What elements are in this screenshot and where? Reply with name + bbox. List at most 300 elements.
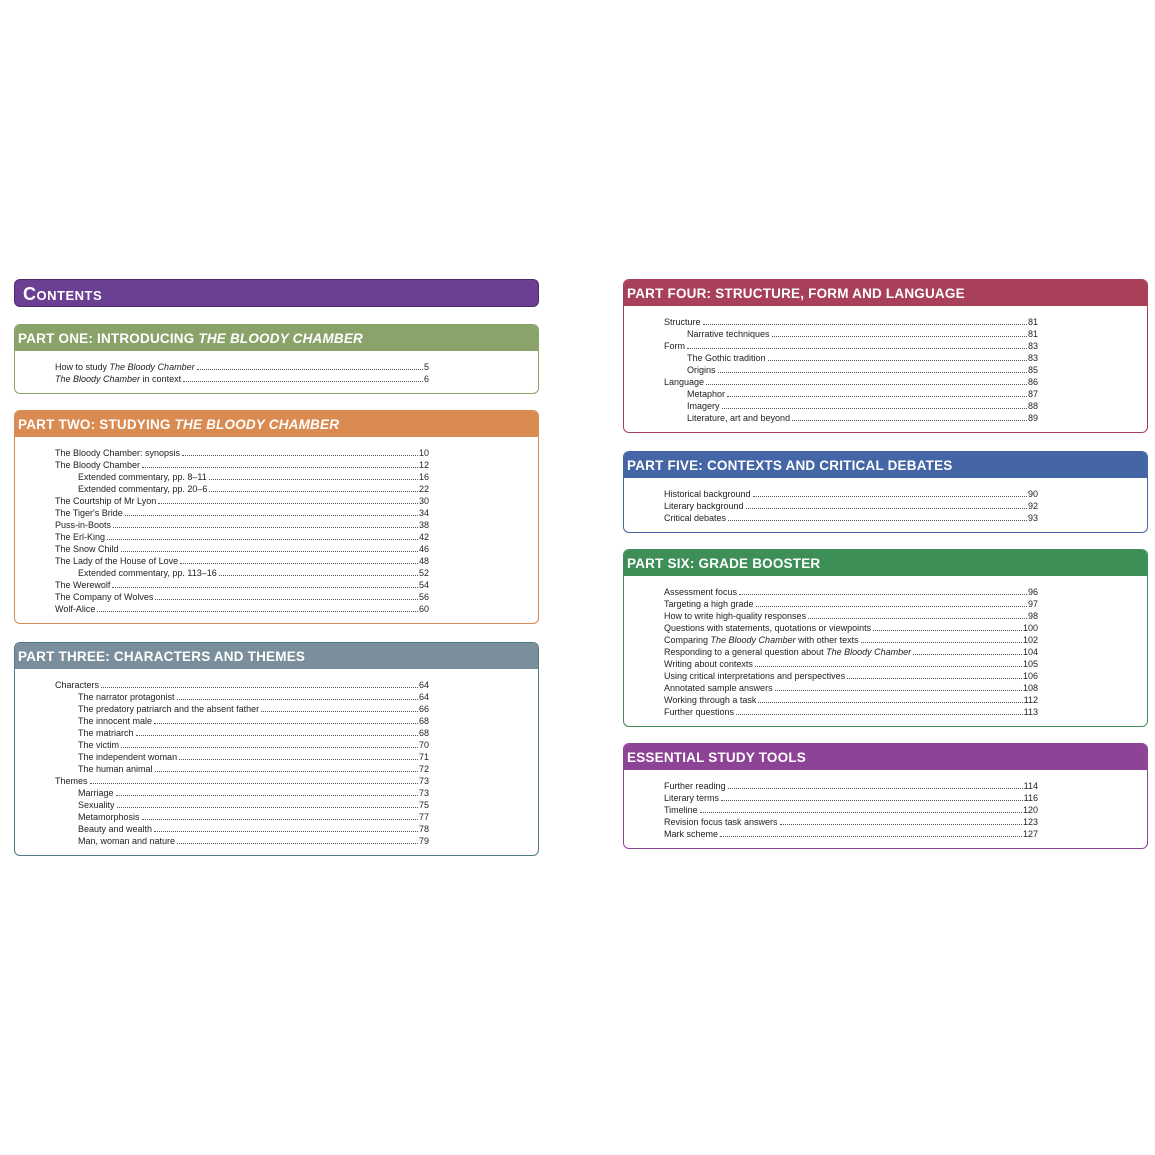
toc-entry[interactable] [55,703,429,715]
toc-entry-page: 85 [1027,365,1038,375]
dot-leader [687,348,1027,349]
toc-entry-label-text: Questions with statements, quotations or viewpoints [664,623,872,633]
toc-entry-label [664,586,737,598]
section-header-part-four [624,280,1147,306]
toc-entry-label-text: The Tiger's Bride [55,508,123,518]
toc-entry-page: 81 [1027,329,1038,339]
toc-entry[interactable] [55,739,429,751]
toc-entry-page: 60 [418,604,429,614]
dot-leader [758,702,1022,703]
toc-entry-page: 108 [1022,683,1038,693]
toc-entry-label-text: with other texts [795,635,859,645]
toc-entry[interactable] [664,586,1038,598]
toc-entry-page: 73 [418,788,429,798]
section-part-three [14,642,539,856]
toc-entry-label-text: The Werewolf [55,580,111,590]
toc-entry-page: 68 [418,728,429,738]
toc-entry-label [687,364,716,376]
toc-entry-label [687,400,720,412]
toc-entry-label [55,775,88,787]
toc-entry[interactable] [55,555,429,567]
toc-entry[interactable] [55,447,429,459]
toc-entry-label-text: The narrator protagonist [78,692,175,702]
toc-entry[interactable] [55,543,429,555]
toc-entry[interactable] [664,400,1038,412]
toc-entry-label-text: The Bloody Chamber [55,460,141,470]
toc-entry-label [55,507,123,519]
toc-entry-page: 54 [418,580,429,590]
toc-entry-label-text: Further questions [664,707,735,717]
toc-entry-page: 92 [1027,501,1038,511]
dot-leader [90,783,418,784]
dot-leader [746,508,1027,509]
toc-entry-label-text: Further reading [664,781,726,791]
toc-entry[interactable] [55,799,429,811]
dot-leader [775,690,1022,691]
dot-leader [261,711,418,712]
toc-entry-label [664,658,753,670]
toc-entry-page: 64 [418,692,429,702]
toc-entry-label-text: The predatory patriarch and the absent father [78,704,260,714]
toc-entry[interactable] [55,835,429,847]
toc-entry-label [664,340,685,352]
toc-entry[interactable] [55,471,429,483]
dot-leader [177,843,418,844]
toc-entry-label-text: Historical background [664,489,751,499]
toc-entry-page: 87 [1027,389,1038,399]
toc-entry-page: 86 [1027,377,1038,387]
toc-entry-label [55,591,153,603]
dot-leader [768,360,1027,361]
toc-entry[interactable] [664,780,1038,792]
section-title-text: PART ONE: INTRODUCING [18,331,199,346]
toc-entry-page: 112 [1023,695,1038,705]
toc-entry-label [78,691,175,703]
dot-leader [703,324,1027,325]
toc-entry-page: 89 [1027,413,1038,423]
toc-entry-label [664,646,911,658]
section-title-text: PART TWO: STUDYING [18,417,175,432]
dot-leader [913,654,1022,655]
toc-entry-label [78,799,115,811]
toc-entry[interactable] [664,512,1038,524]
toc-entry[interactable] [664,598,1038,610]
toc-entry-label-text: The Bloody Chamber [109,362,195,372]
toc-entry[interactable] [55,361,429,373]
toc-entry-label-text: Literature, art and beyond [687,413,791,423]
toc-entry[interactable] [664,634,1038,646]
toc-entry[interactable] [55,591,429,603]
toc-entry-label [55,603,95,615]
toc-entry-label-text: Timeline [664,805,698,815]
section-header-part-six [624,550,1147,576]
toc-entry-label-text: Man, woman and nature [78,836,176,846]
dot-leader [121,551,418,552]
toc-entry-label [55,579,110,591]
toc-entry-label-text: How to study [55,362,110,372]
toc-entry-page: 100 [1022,623,1038,633]
toc-entry-label [78,727,134,739]
section-header-part-five [624,452,1147,478]
toc-entry-label-text: The victim [78,740,120,750]
toc-entry[interactable] [664,376,1038,388]
toc-entry-page: 73 [418,776,429,786]
toc-entry[interactable] [664,364,1038,376]
toc-entry-label [664,682,773,694]
toc-entry[interactable] [664,706,1038,718]
right-sections [623,279,1148,849]
toc-entry-label [687,352,766,364]
toc-entry-page: 120 [1022,805,1038,815]
toc-entry[interactable] [55,727,429,739]
dot-leader [154,723,418,724]
entry-list [15,669,538,855]
toc-entry-page: 127 [1022,829,1038,839]
toc-entry[interactable] [55,495,429,507]
toc-entry-page: 46 [418,544,429,554]
toc-entry-label-text: Working through a task [664,695,757,705]
dot-leader [753,496,1027,497]
toc-entry-page: 83 [1027,341,1038,351]
entry-list [15,351,538,393]
toc-entry-label [55,543,119,555]
toc-entry[interactable] [664,658,1038,670]
dot-leader [727,396,1027,397]
toc-entry-label-text: Form [664,341,685,351]
dot-leader [728,788,1023,789]
section-part-five [623,451,1148,533]
toc-entry[interactable] [664,500,1038,512]
toc-entry-label [55,495,156,507]
toc-entry-label [664,610,806,622]
toc-entry[interactable] [664,792,1038,804]
toc-entry[interactable] [55,823,429,835]
toc-entry-page: 97 [1027,599,1038,609]
toc-entry-label [55,361,195,373]
toc-entry-label [687,412,790,424]
toc-entry-label-text: Extended commentary, pp. 113–16 [78,568,217,578]
toc-entry-page: 68 [418,716,429,726]
toc-entry-label-text: Narrative techniques [687,329,770,339]
toc-entry-label-text: The matriarch [78,728,134,738]
dot-leader [720,836,1022,837]
toc-entry-label [78,751,177,763]
dot-leader [792,420,1027,421]
toc-entry[interactable] [55,531,429,543]
dot-leader [808,618,1027,619]
toc-entry-label [664,780,726,792]
toc-entry-page: 5 [423,362,429,372]
toc-entry-label-text: Literary terms [664,793,720,803]
toc-entry-page: 90 [1027,489,1038,499]
toc-entry[interactable] [664,622,1038,634]
dot-leader [721,800,1023,801]
toc-entry-label [664,816,778,828]
toc-entry-page: 72 [418,764,429,774]
toc-entry-label-text: Metamorphosis [78,812,140,822]
toc-entry-label [78,471,207,483]
toc-entry[interactable] [55,811,429,823]
section-title-text: PART SIX: GRADE BOOSTER [627,556,821,571]
toc-entry-page: 16 [418,472,429,482]
dot-leader [136,735,418,736]
toc-entry-label-text: The innocent male [78,716,153,726]
dot-leader [155,771,418,772]
entry-list [624,478,1147,532]
toc-entry[interactable] [664,694,1038,706]
dot-leader [180,563,418,564]
dot-leader [97,611,418,612]
toc-entry-page: 102 [1022,635,1038,645]
toc-entry-label-text: Extended commentary, pp. 8–11 [78,472,207,482]
toc-entry-label [78,739,119,751]
dot-leader [219,575,418,576]
toc-entry-label [664,694,756,706]
dot-leader [154,831,418,832]
toc-entry-page: 30 [418,496,429,506]
toc-entry-page: 42 [418,532,429,542]
toc-entry[interactable] [664,610,1038,622]
toc-entry-label [664,376,704,388]
toc-entry-label-text: Themes [55,776,88,786]
dot-leader [112,587,418,588]
dot-leader [177,699,418,700]
toc-entry-label-text: The Snow Child [55,544,119,554]
left-sections [14,324,539,856]
toc-entry[interactable] [664,646,1038,658]
dot-leader [179,759,418,760]
toc-entry[interactable] [55,603,429,615]
toc-entry-page: 83 [1027,353,1038,363]
toc-entry-page: 81 [1027,317,1038,327]
dot-leader [772,336,1027,337]
dot-leader [847,678,1022,679]
toc-entry-label-text: Extended commentary, pp. 20–6 [78,484,208,494]
toc-entry-label [78,715,152,727]
toc-entry-page: 38 [418,520,429,530]
entry-list [15,437,538,623]
toc-entry-page: 56 [418,592,429,602]
toc-entry[interactable] [55,483,429,495]
toc-entry[interactable] [55,763,429,775]
toc-entry-label-text: Imagery [687,401,720,411]
toc-entry-page: 113 [1023,707,1038,717]
toc-entry-page: 77 [418,812,429,822]
toc-entry-label-text: The human animal [78,764,153,774]
toc-entry-page: 75 [418,800,429,810]
toc-entry-page: 12 [418,460,429,470]
section-header-part-two [15,411,538,437]
toc-entry-label [664,792,719,804]
toc-entry[interactable] [664,388,1038,400]
toc-entry[interactable] [664,412,1038,424]
toc-entry[interactable] [55,679,429,691]
toc-entry-label [55,531,105,543]
toc-entry-label [664,316,701,328]
dot-leader [736,714,1023,715]
entry-list [624,770,1147,848]
toc-entry-label [78,763,153,775]
toc-entry-label [78,703,259,715]
section-title-text: THE BLOODY CHAMBER [198,331,364,346]
toc-entry[interactable] [664,670,1038,682]
toc-entry-page: 98 [1027,611,1038,621]
toc-entry-page: 6 [423,374,429,384]
contents-title: Contents [14,279,539,307]
toc-entry-label-text: Responding to a general question about [664,647,827,657]
toc-entry[interactable] [664,488,1038,500]
toc-entry-label [55,519,111,531]
toc-entry-page: 96 [1027,587,1038,597]
toc-entry-label [55,447,180,459]
dot-leader [113,527,418,528]
dot-leader [722,408,1027,409]
toc-entry[interactable] [55,507,429,519]
toc-entry-page: 78 [418,824,429,834]
toc-entry-label [55,459,140,471]
toc-entry-page: 52 [418,568,429,578]
toc-entry-label-text: The Bloody Chamber [55,374,141,384]
toc-entry-label-text: How to write high-quality responses [664,611,807,621]
toc-entry-label-text: Annotated sample answers [664,683,773,693]
section-header-part-one [15,325,538,351]
toc-entry-label-text: Targeting a high grade [664,599,754,609]
toc-entry-label-text: The Company of Wolves [55,592,154,602]
toc-entry[interactable] [55,787,429,799]
toc-entry[interactable] [55,519,429,531]
toc-entry-label [664,622,871,634]
toc-entry-page: 10 [418,448,429,458]
toc-entry-label [55,679,99,691]
toc-entry[interactable] [664,328,1038,340]
toc-entry-label-text: Characters [55,680,100,690]
toc-entry[interactable] [55,775,429,787]
toc-entry[interactable] [664,316,1038,328]
toc-entry-label-text: Comparing [664,635,711,645]
toc-entry-label-text: Marriage [78,788,114,798]
dot-leader [197,369,423,370]
toc-entry-label-text: Mark scheme [664,829,719,839]
toc-entry[interactable] [55,373,429,385]
toc-entry-label-text: The Courtship of Mr Lyon [55,496,157,506]
dot-leader [142,467,418,468]
toc-entry-label-text: Beauty and wealth [78,824,153,834]
toc-entry-page: 93 [1027,513,1038,523]
toc-entry-label [664,706,734,718]
toc-entry-label-text: Literary background [664,501,744,511]
toc-entry-label [78,823,152,835]
toc-entry-label-text: Puss-in-Boots [55,520,112,530]
dot-leader [101,687,418,688]
toc-entry-label-text: Writing about contexts [664,659,753,669]
toc-entry-page: 116 [1023,793,1038,803]
toc-entry[interactable] [55,579,429,591]
toc-entry-label [664,804,698,816]
toc-entry-label [664,828,718,840]
toc-entry-page: 104 [1022,647,1038,657]
dot-leader [700,812,1022,813]
toc-entry[interactable] [664,816,1038,828]
dot-leader [182,455,418,456]
toc-entry-page: 48 [418,556,429,566]
toc-entry-label [78,811,140,823]
toc-entry-page: 34 [418,508,429,518]
toc-entry[interactable] [55,751,429,763]
toc-entry-label-text: The Bloody Chamber: synopsis [55,448,181,458]
dot-leader [209,479,418,480]
toc-entry[interactable] [55,715,429,727]
dot-leader [756,606,1027,607]
toc-entry-label-text: Wolf-Alice [55,604,96,614]
toc-entry[interactable] [664,804,1038,816]
toc-entry[interactable] [664,828,1038,840]
section-part-two [14,410,539,624]
toc-entry-page: 64 [418,680,429,690]
section-title-text: PART FOUR: STRUCTURE, FORM AND LANGUAGE [627,286,965,301]
dot-leader [718,372,1027,373]
toc-entry-page: 71 [418,752,429,762]
dot-leader [209,491,418,492]
toc-entry[interactable] [664,340,1038,352]
toc-entry[interactable] [55,459,429,471]
toc-entry-page: 114 [1023,781,1038,791]
toc-entry-label-text: The Lady of the House of Love [55,556,179,566]
left-column [14,279,539,856]
toc-entry[interactable] [55,567,429,579]
toc-entry-label [687,388,725,400]
toc-entry-label [687,328,770,340]
toc-entry-page: 88 [1027,401,1038,411]
toc-entry-label-text: Critical debates [664,513,727,523]
section-part-four [623,279,1148,433]
section-title-text: PART THREE: CHARACTERS AND THEMES [18,649,306,664]
entry-list [624,306,1147,432]
section-header-part-three [15,643,538,669]
toc-entry-label-text: The independent woman [78,752,178,762]
toc-entry-label-text: The Erl-King [55,532,106,542]
toc-entry-label [664,670,845,682]
toc-entry[interactable] [55,691,429,703]
toc-entry[interactable] [664,352,1038,364]
toc-entry-label [78,835,175,847]
section-part-six [623,549,1148,727]
toc-entry-label [664,488,751,500]
toc-entry-label [664,634,859,646]
toc-entry-label-text: Metaphor [687,389,726,399]
toc-entry-label-text: Assessment focus [664,587,738,597]
dot-leader [117,807,418,808]
toc-entry-label [78,567,217,579]
toc-entry-label-text: The Gothic tradition [687,353,766,363]
toc-entry-label [55,373,181,385]
dot-leader [158,503,418,504]
dot-leader [739,594,1027,595]
dot-leader [706,384,1027,385]
toc-entry-label-text: in context [140,374,182,384]
toc-entry-page: 106 [1022,671,1038,681]
dot-leader [183,381,423,382]
toc-entry-label [78,483,207,495]
dot-leader [142,819,418,820]
dot-leader [125,515,418,516]
toc-entry-label [664,598,754,610]
section-title-text: PART FIVE: CONTEXTS AND CRITICAL DEBATES [627,458,953,473]
toc-entry-label [55,555,178,567]
toc-entry[interactable] [664,682,1038,694]
right-column [623,279,1148,849]
section-title-text: THE BLOODY CHAMBER [174,417,340,432]
dot-leader [861,642,1022,643]
